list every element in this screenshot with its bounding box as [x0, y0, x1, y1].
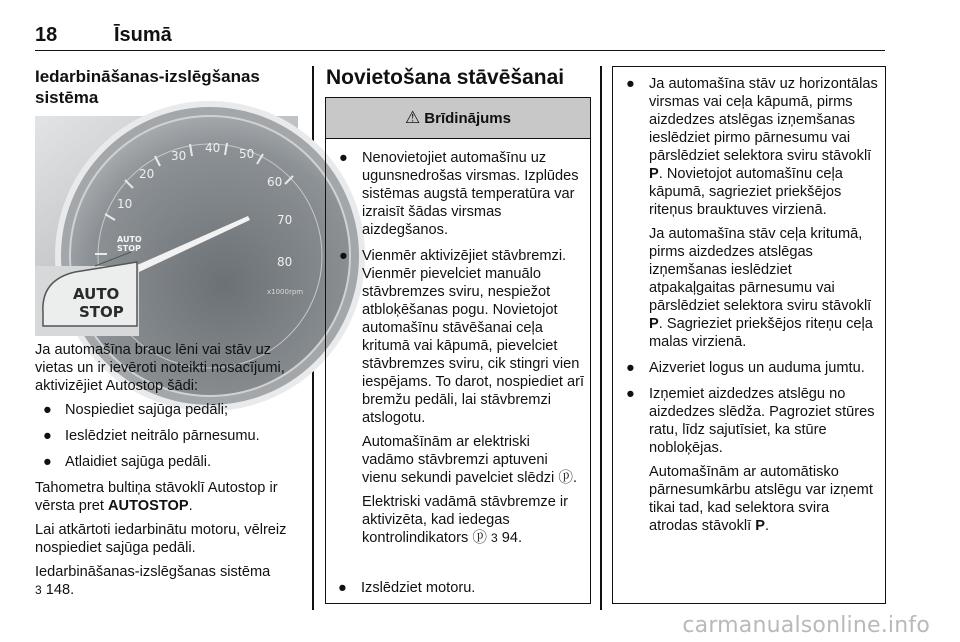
parking-brake-indicator-icon: ⓟ	[472, 530, 487, 546]
bullet-icon: ●	[43, 402, 52, 418]
autostop-steps	[35, 401, 303, 471]
list-item: ● Ja automašīna stāv uz horizontālas virsmas vai ceļa kāpumā, pirms aizdedzes atslēgas izņemšanas ieslēdziet pirmo pārnesumu vai pārslēdziet selektora sviru stāvoklī P. Novietojot automašīnu ceļa kāpumā, sagrieziet priekšējos riteņus brauktuves virzienā. Ja automašīna stāv ceļa kritumā, pirms aizdedzes atslēgas izņemšanas ieslēdziet atpakaļgaitas pārnesumu vai pārslēdziet selektora sviru stāvoklī P. Sagrieziet priekšējos riteņu ceļa malas virzienā.	[623, 75, 881, 351]
dial-auto-label: AUTO	[117, 235, 142, 244]
bullet-icon: ●	[626, 76, 635, 92]
gear-p-label: P	[755, 518, 765, 534]
restart-paragraph: Lai atkārtoti iedarbinātu motoru, vēlreiz nospiediet sajūga pedāli.	[35, 522, 287, 556]
bullet-icon: ●	[43, 428, 52, 444]
autostop-paragraph: Tahometra bultiņa stāvoklī Autostop ir vērsta pret AUTOSTOP.	[35, 480, 278, 514]
dial-number-20: 20	[139, 167, 155, 181]
page-number: 18	[35, 24, 58, 46]
autostop-term: AUTOSTOP	[108, 498, 189, 514]
list-item: ● Aizveriet logus un auduma jumtu.	[626, 360, 865, 376]
parking-steps-body	[613, 67, 885, 535]
warning-header	[326, 98, 590, 139]
page-reference-icon: 3	[35, 583, 42, 597]
list-item: ● Vienmēr aktivizējiet stāvbremzi. Vienmēr pievelciet manuālo stāvbremzes sviru, nespiežot atbloķēšanas pogu. Novietojot automašīnu stāvēšanai ceļa kritumā vai kāpumā, pievelciet stāvbremzes sviru, cik stingri vien iespējams. To darot, nospiediet arī bremžu pedāli, lai stāvbremzi atslogotu. Automašīnām ar elektriski vadāmo stāvbremzi aptuveni vienu sekundi pavelciet slēdzi ⓟ. Elektriski vadāmā stāvbremze ir aktivizēta, kad iedegas kontrolindikators ⓟ 3 94.	[339, 248, 585, 546]
bullet-icon: ●	[339, 150, 348, 166]
gear-p-label: P	[649, 316, 659, 332]
bullet-icon: ●	[339, 248, 348, 264]
watermark: carmanualsonline.info	[682, 613, 930, 638]
bullet-icon: ●	[338, 580, 347, 596]
dial-number-30: 30	[171, 149, 187, 163]
list-item: ● Nospiediet sajūga pedāli;	[43, 402, 229, 418]
crossref-paragraph: Iedarbināšanas-izslēgšanas sistēma 3 148.	[35, 564, 271, 598]
gear-p-label: P	[649, 166, 659, 182]
bullet-icon: ●	[626, 360, 635, 376]
intro-paragraph: Ja automašīna brauc lēni vai stāv uz vietas un ir ievēroti noteikti nosacījumi, aktivizējiet Autostop šādi:	[35, 342, 285, 394]
automatic-key-paragraph: Automašīnām ar automātisko pārnesumkārbu atslēgu var izņemt tikai tad, kad selektora svira atrodas stāvoklī P.	[649, 464, 873, 534]
warning-body	[326, 139, 590, 547]
page-reference-link[interactable]: 148.	[45, 582, 75, 598]
page-reference-link[interactable]: 94.	[501, 530, 523, 546]
dial-number-50: 50	[239, 147, 255, 161]
list-item: ● Ieslēdziet neitrālo pārnesumu.	[43, 428, 260, 444]
epb-indicator-paragraph: Elektriski vadāmā stāvbremze ir aktivizēta, kad iedegas kontrolindikators ⓟ 3 94.	[362, 494, 568, 546]
tachometer-figure	[35, 116, 304, 326]
dial-number-40: 40	[205, 141, 221, 155]
switch-off-step	[335, 579, 590, 597]
warning-triangle-icon: ⚠	[405, 108, 421, 127]
inset-auto-label: AUTO	[73, 285, 120, 303]
list-item: ● Izņemiet aizdedzes atslēgu no aizdedzes slēdža. Pagroziet stūres ratu, līdz sajutīsiet, ka stūre nobloķējas. Automašīnām ar automātisko pārnesumkārbu atslēgu var izņemt tikai tad, kad selektora svira atrodas stāvoklī P.	[623, 385, 881, 535]
downhill-paragraph: Ja automašīna stāv ceļa kritumā, pirms aizdedzes atslēgas izņemšanas ieslēdziet atpakaļgaitas pārnesumu vai pārslēdziet selektora sviru stāvoklī P. Sagrieziet priekšējos riteņu ceļa malas virzienā.	[649, 226, 873, 350]
dial-number-80: 80	[277, 255, 293, 269]
dial-number-60: 60	[267, 175, 283, 189]
page-reference-icon: 3	[491, 531, 498, 545]
list-item: ● Nenovietojiet automašīnu uz ugunsnedrošas virsmas. Izplūdes sistēmas augstā temperatūra var izraisīt šādas virsmas aizdegšanos.	[339, 150, 579, 238]
dial-number-10: 10	[117, 197, 133, 211]
list-item: ● Izslēdziet motoru.	[338, 580, 476, 596]
dial-number-70: 70	[277, 213, 293, 227]
section-title: Īsumā	[114, 24, 172, 46]
dial-stop-label: STOP	[117, 244, 141, 253]
inset-stop-label: STOP	[79, 303, 124, 321]
warning-title: Brīdinājums	[424, 109, 511, 127]
tachometer-illustration	[35, 116, 304, 326]
stop-start-text	[35, 341, 303, 605]
bullet-icon: ●	[626, 386, 635, 402]
warning-list	[336, 149, 584, 547]
parking-steps-box	[612, 66, 886, 604]
parking-heading: Novietošana stāvēšanai	[326, 66, 565, 89]
stop-start-heading: Iedarbināšanas-izslēgšanas sistēma	[35, 67, 260, 107]
column-divider-2	[600, 66, 602, 610]
bullet-icon: ●	[43, 454, 52, 470]
warning-box	[325, 97, 591, 604]
list-item: ● Atlaidiet sajūga pedāli.	[43, 454, 212, 470]
header-rule	[35, 50, 885, 51]
parking-steps-list	[623, 75, 881, 535]
epb-paragraph: Automašīnām ar elektriski vadāmo stāvbremzi aptuveni vienu sekundi pavelciet slēdzi ⓟ.	[362, 434, 577, 486]
parking-brake-switch-icon: ⓟ	[558, 470, 573, 486]
dial-unit: x1000rpm	[267, 288, 304, 296]
